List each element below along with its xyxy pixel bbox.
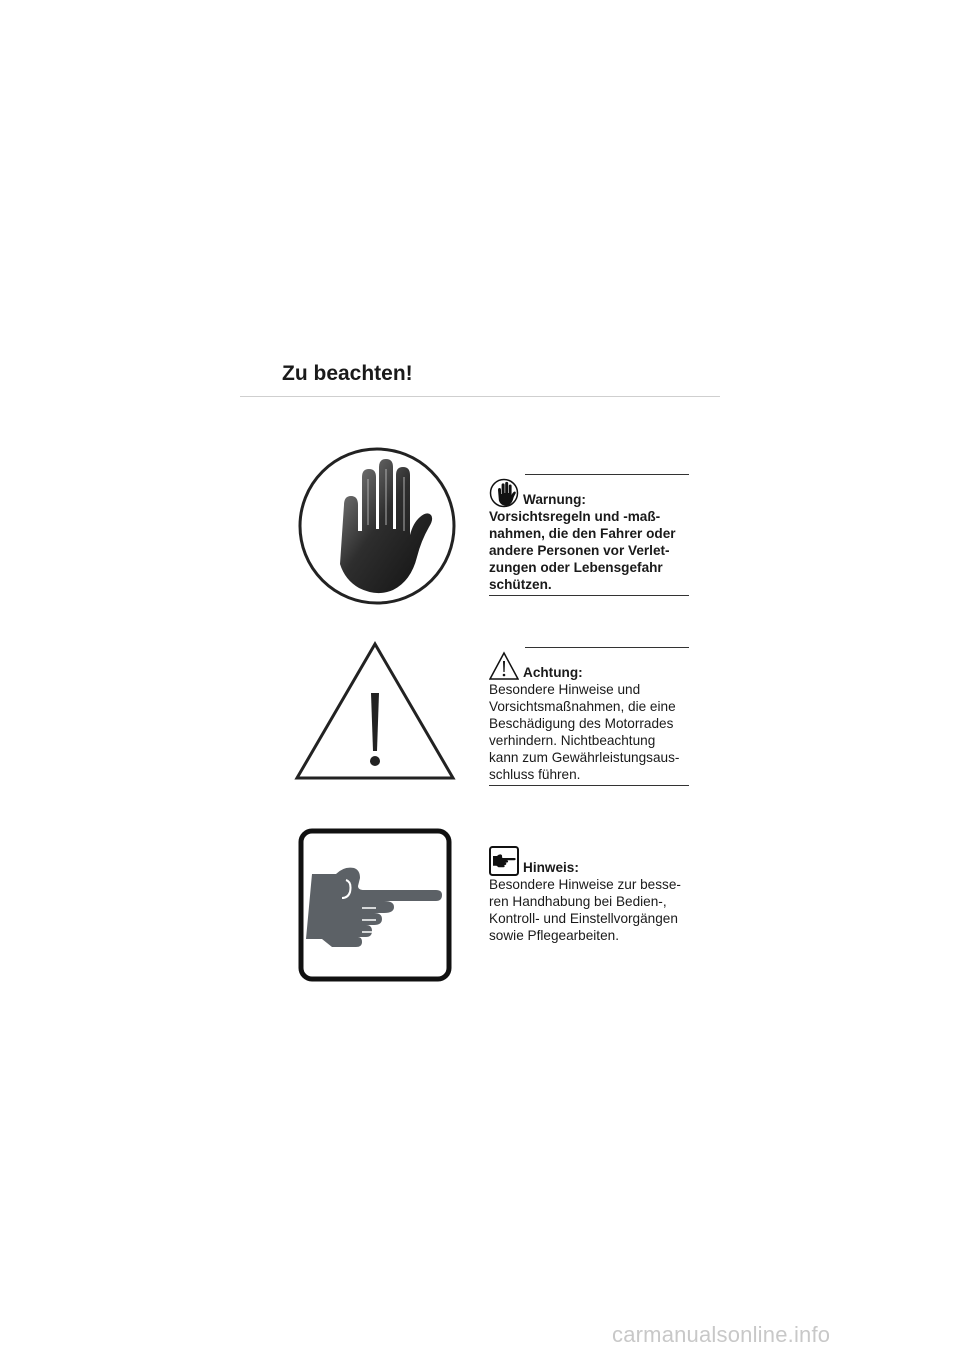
note-line: Vorsichtsmaßnahmen, die eine [489,699,676,714]
caution-note [489,647,689,786]
note-top-divider [525,647,689,648]
note-line: ren Handhabung bei Bedien-, [489,894,667,909]
note-bottom-divider [489,785,689,786]
warning-note [489,474,689,596]
note-line: verhindern. Nichtbeachtung [489,733,656,748]
stop-hand-icon [489,478,519,508]
pointing-hand-icon [489,846,519,876]
pointing-hand-icon [298,828,452,982]
watermark: carmanualsonline.info [612,1322,831,1347]
note-line: Vorsichtsregeln und -maß- [489,509,661,524]
note-line: Besondere Hinweise zur besse- [489,877,681,892]
hint-note [489,846,689,944]
stop-hand-icon [296,445,458,607]
page-title: Zu beachten! [282,362,413,385]
note-line: kann zum Gewährleistungsaus- [489,750,680,765]
warning-triangle-icon [294,641,456,781]
note-line: nahmen, die den Fahrer oder [489,526,676,541]
note-label: Achtung: [523,665,583,680]
note-line: schützen. [489,577,552,592]
note-top-divider [525,474,689,475]
note-line: zungen oder Lebensgefahr [489,560,663,575]
title-divider [240,396,720,397]
note-line: sowie Pflegearbeiten. [489,928,619,943]
note-label: Warnung: [523,492,586,507]
note-bottom-divider [489,595,689,596]
note-line: Beschädigung des Motorrades [489,716,674,731]
note-line: andere Personen vor Verlet- [489,543,670,558]
note-line: schluss führen. [489,767,581,782]
note-line: Besondere Hinweise und [489,682,641,697]
note-line: Kontroll- und Einstellvorgängen [489,911,678,926]
warning-triangle-icon [489,651,519,681]
note-label: Hinweis: [523,860,579,875]
